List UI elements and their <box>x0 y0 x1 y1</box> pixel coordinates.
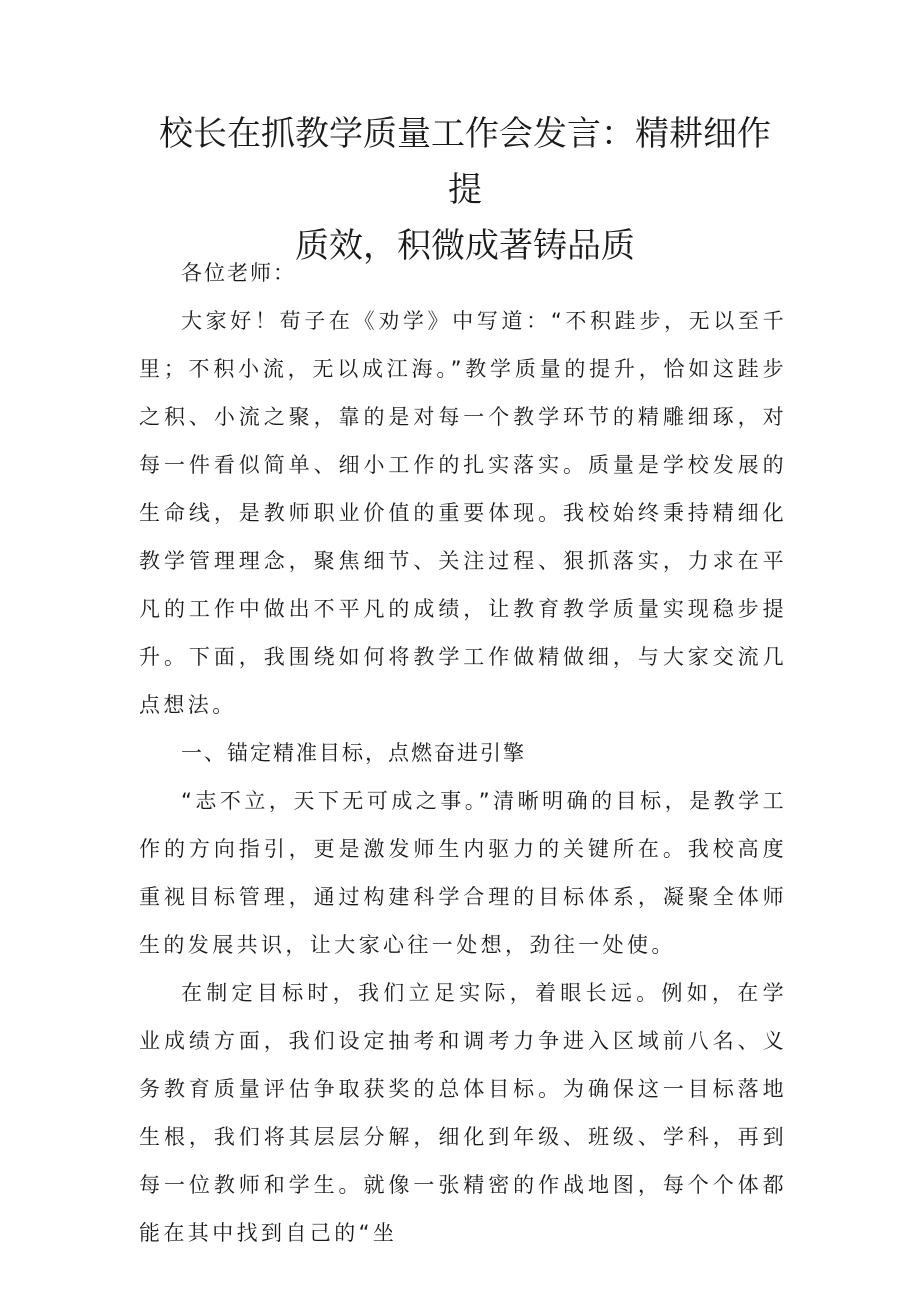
salutation: 各位老师： <box>181 261 296 285</box>
title-line-1: 校长在抓教学质量工作会发言：精耕细作提 <box>159 114 771 210</box>
title-line-2: 质效，积微成著铸品质 <box>295 226 635 266</box>
paragraph-goal: “志不立，天下无可成之事。”清晰明确的目标，是教学工作的方向指引，更是激发师生内驱力的关键所在。我校高度重视目标管理，通过构建科学合理的目标体系，凝聚全体师生的发展共识，让大家心往一处想，劲往一处使。 <box>139 789 787 957</box>
paragraph-plan: 在制定目标时，我们立足实际，着眼长远。例如，在学业成绩方面，我们设定抽考和调考力争进入区域前八名、义务教育质量评估争取获奖的总体目标。为确保这一目标落地生根，我们将其层层分解，细化到年级、班级、学科，再到每一位教师和学生。就像一张精密的作战地图，每个个体都能在其中找到自己的“坐 <box>139 981 787 1245</box>
paragraph-intro: 大家好！荀子在《劝学》中写道：“不积跬步，无以至千里；不积小流，无以成江海。”教学质量的提升，恰如这跬步之积、小流之聚，靠的是对每一个教学环节的精雕细琢，对每一件看似简单、细小工作的扎实落实。质量是学校发展的生命线，是教师职业价值的重要体现。我校始终秉持精细化教学管理理念，聚焦细节、关注过程、狠抓落实，力求在平凡的工作中做出不平凡的成绩，让教育教学质量实现稳步提升。下面，我围绕如何将教学工作做精做细，与大家交流几点想法。 <box>139 309 787 717</box>
section-heading-1: 一、锚定精准目标，点燃奋进引擎 <box>181 741 526 765</box>
document-body <box>139 249 787 1257</box>
